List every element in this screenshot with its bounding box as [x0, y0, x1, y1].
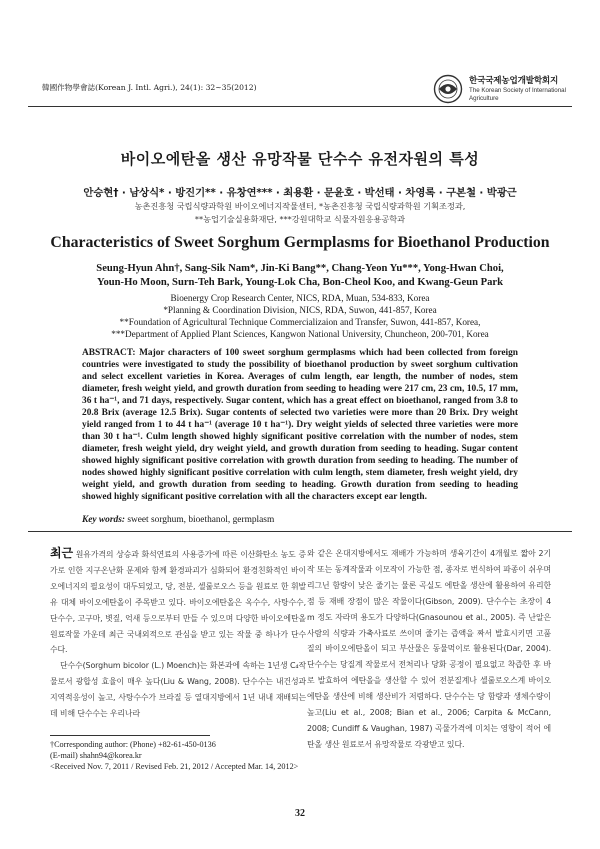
footnote-dates: <Received Nov. 7, 2011 / Revised Feb. 21, 2012 / Accepted Mar. 14, 2012>: [50, 762, 299, 771]
intro-paragraph-3: 와 같은 온대지방에서도 재배가 가능하며 생육기간이 4개월로 짧아 2기작 또는 동계작물과 이모작이 가능한 점, 종자로 번식하여 파종이 쉬우며 리그닌 함량이 낮은 줄기는 물론 곡실도 에탄올 생산에 활용하여 유리한 점 등 재배 장점이 많은 작물이다(Gibson, 2009). 단수수는 초장이 4 m 정도 자라며 용도가 다양하다(Gnasounou et al., 2005). 즉 난알은 사람의 식량과 가축사료로 쓰이며 줄기는 즙액을 짜서 발효시키면 고품질의 바이오에탄올이 되고 부산물은 동물먹이로 활용된다(Dar, 2004). 단수수는 당질계 작물로서 전처리나 당화 공정이 필요없고 착즙한 후 바로 발효하여 에탄올을 생산할 수 있어 전분질계나 셀룰로오스계 바이오에탄올 생산에 비해 생산비가 저렴하다. 단수수는 당 함량과 생체수량이 높고(Liu et al., 2008; Bian et al., 2006; Carpita & McCann, 2008; Cundiff & Vaughan, 1987) 곡물가격에 미치는 영향이 적어 에탄올 생산 원료로서 유망작물로 각광받고 있다.: [307, 549, 551, 749]
footnote-corresponding: †Corresponding author: (Phone) +82-61-450-0136: [50, 740, 216, 749]
page-number: 32: [295, 808, 305, 819]
korean-title: 바이오에탄올 생산 유망작물 단수수 유전자원의 특성: [120, 150, 480, 168]
intro-paragraph-1-text: 원유가격의 상승과 화석연료의 사용증가에 따른 이산화탄소 농도 증가로 인한 지구온난화 문제와 함께 환경파괴가 심화되어 환경친화적인 바이오에너지의 필요성이 대두되었고, 당, 전분, 셀룰로오스 등을 원료로 한 휘발유 대체 바이오에탄올이 주목받고 있다. 바이오에탄올은 옥수수, 사탕수수, 단수수, 고구마, 볏짚, 억새 등으로부터 만들 수 있으며 다양한 바이오에탄올 원료작물 가운데 최근 국내외적으로 관심을 받고 있는 작물 중 하나가 단수수다.: [50, 550, 306, 655]
keywords-text: sweet sorghum, bioethanol, germplasm: [127, 515, 275, 525]
abstract: [82, 347, 518, 503]
korean-affiliation-1: 농촌진흥청 국립식량과학원 바이오에너지작물센터, *농촌진흥청 국립식량과학원 기획조정과,: [134, 201, 466, 211]
footnote-divider: [50, 735, 210, 736]
korean-authors: 안승현† · 남상식* · 방진기** · 유창연*** · 최용환 · 문윤호 · 박선태 · 차영록 · 구본철 · 박광근: [83, 187, 517, 199]
english-affiliation-3: **Foundation of Agricultural Technique Commercializaion and Transfer, Suwon, 441-857, Korea,: [119, 317, 481, 327]
keywords: [82, 515, 518, 525]
abstract-label: ABSTRACT:: [82, 348, 136, 358]
keywords-label: Key words:: [82, 515, 125, 525]
english-affiliation-2: *Planning & Coordination Division, NICS, RDA, Suwon, 441-857, Korea: [163, 305, 437, 315]
english-authors-2: Youn-Ho Moon, Surn-Teh Bark, Young-Lok Cha, Bon-Cheol Koo, and Kwang-Geun Park: [97, 277, 503, 288]
korean-affiliation-2: **농업기술실용화재단, ***강원대학교 식물자원응용공학과: [194, 214, 406, 224]
society-name-english-line2: Agriculture: [469, 95, 499, 102]
intro-paragraph-1: [50, 546, 306, 658]
english-title: Characteristics of Sweet Sorghum Germplasms for Bioethanol Production: [50, 234, 550, 251]
english-affiliation-1: Bioenergy Crop Research Center, NICS, RDA, Muan, 534-833, Korea: [170, 293, 430, 303]
abstract-text: Major characters of 100 sweet sorghum germplasms which had been collected from foreign countries were investigated to study the possibility of bioethanol production by sweet sorghum cultivation and select excellent varieties in Korea. Averages of culm length, ear length, the number of nodes, stem diameter, fresh weight yield, and growth duration from seeding to heading were 217 cm, 23 cm, 10.5, 17 mm, 36 t ha⁻¹, and 71 days, respectively. Sugar content, which has a great effect on bioethanol, ranged from 3.8 to 20.8 Brix (average 12.5 Brix). Sugar contents of selected two varieties were more than 20 Brix. Dry weight yield ranged from 1 to 44 t ha⁻¹ (average 10 t ha⁻¹). Dry weight yields of selected three varieties were more than 30 t ha⁻¹. Culm length showed highly significant positive correlation with the number of nodes, stem diameter, fresh weight yield, dry weight yield, and growth duration from seeding to heading. Sugar content showed highly significant positive correlation with growth duration from seeding to heading. The number of nodes showed highly significant positive correlation with culm length, stem diameter, fresh weight yield, dry weight yield, and growth duration from seeding to heading. Growth duration from seeding to heading showed highly significant positive correlation with all the characters except ear length.: [82, 348, 519, 502]
header-divider: [28, 106, 572, 107]
intro-lead-word: 최근: [50, 546, 73, 560]
english-affiliation-4: ***Department of Applied Plant Sciences, Kangwon National University, Chuncheon, 200-701, Korea: [111, 329, 489, 339]
intro-paragraph-2: 단수수(Sorghum bicolor (L.) Moench)는 화본과에 속하는 1년생 C₄작물로서 광합성 효율이 매우 높다(Liu & Wang, 2008). 단수수는 내건성과 지역적응성이 높고, 사탕수수가 브라질 등 열대지방에서 1년 내내 재배되는 데 비해 단수수는 우리나라: [50, 661, 306, 719]
footnote-email: (E-mail) shahn94@korea.kr: [50, 751, 142, 760]
abstract-divider: [28, 531, 572, 532]
society-name-english: [469, 87, 566, 103]
body-column-right: [307, 546, 551, 753]
journal-citation: 韓國作物學會誌(Korean J. Intl. Agri.), 24(1): 32~35(2012): [42, 83, 257, 92]
footnote: [50, 739, 306, 772]
society-name-english-line1: The Korean Society of International: [469, 87, 566, 94]
society-logo-icon: [433, 74, 463, 104]
society-name-korean: 한국국제농업개발학회지: [469, 76, 559, 86]
body-column-left: [50, 546, 306, 722]
english-authors-1: Seung-Hyun Ahn†, Sang-Sik Nam*, Jin-Ki Bang**, Chang-Yeon Yu***, Yong-Hwan Choi,: [96, 263, 504, 274]
